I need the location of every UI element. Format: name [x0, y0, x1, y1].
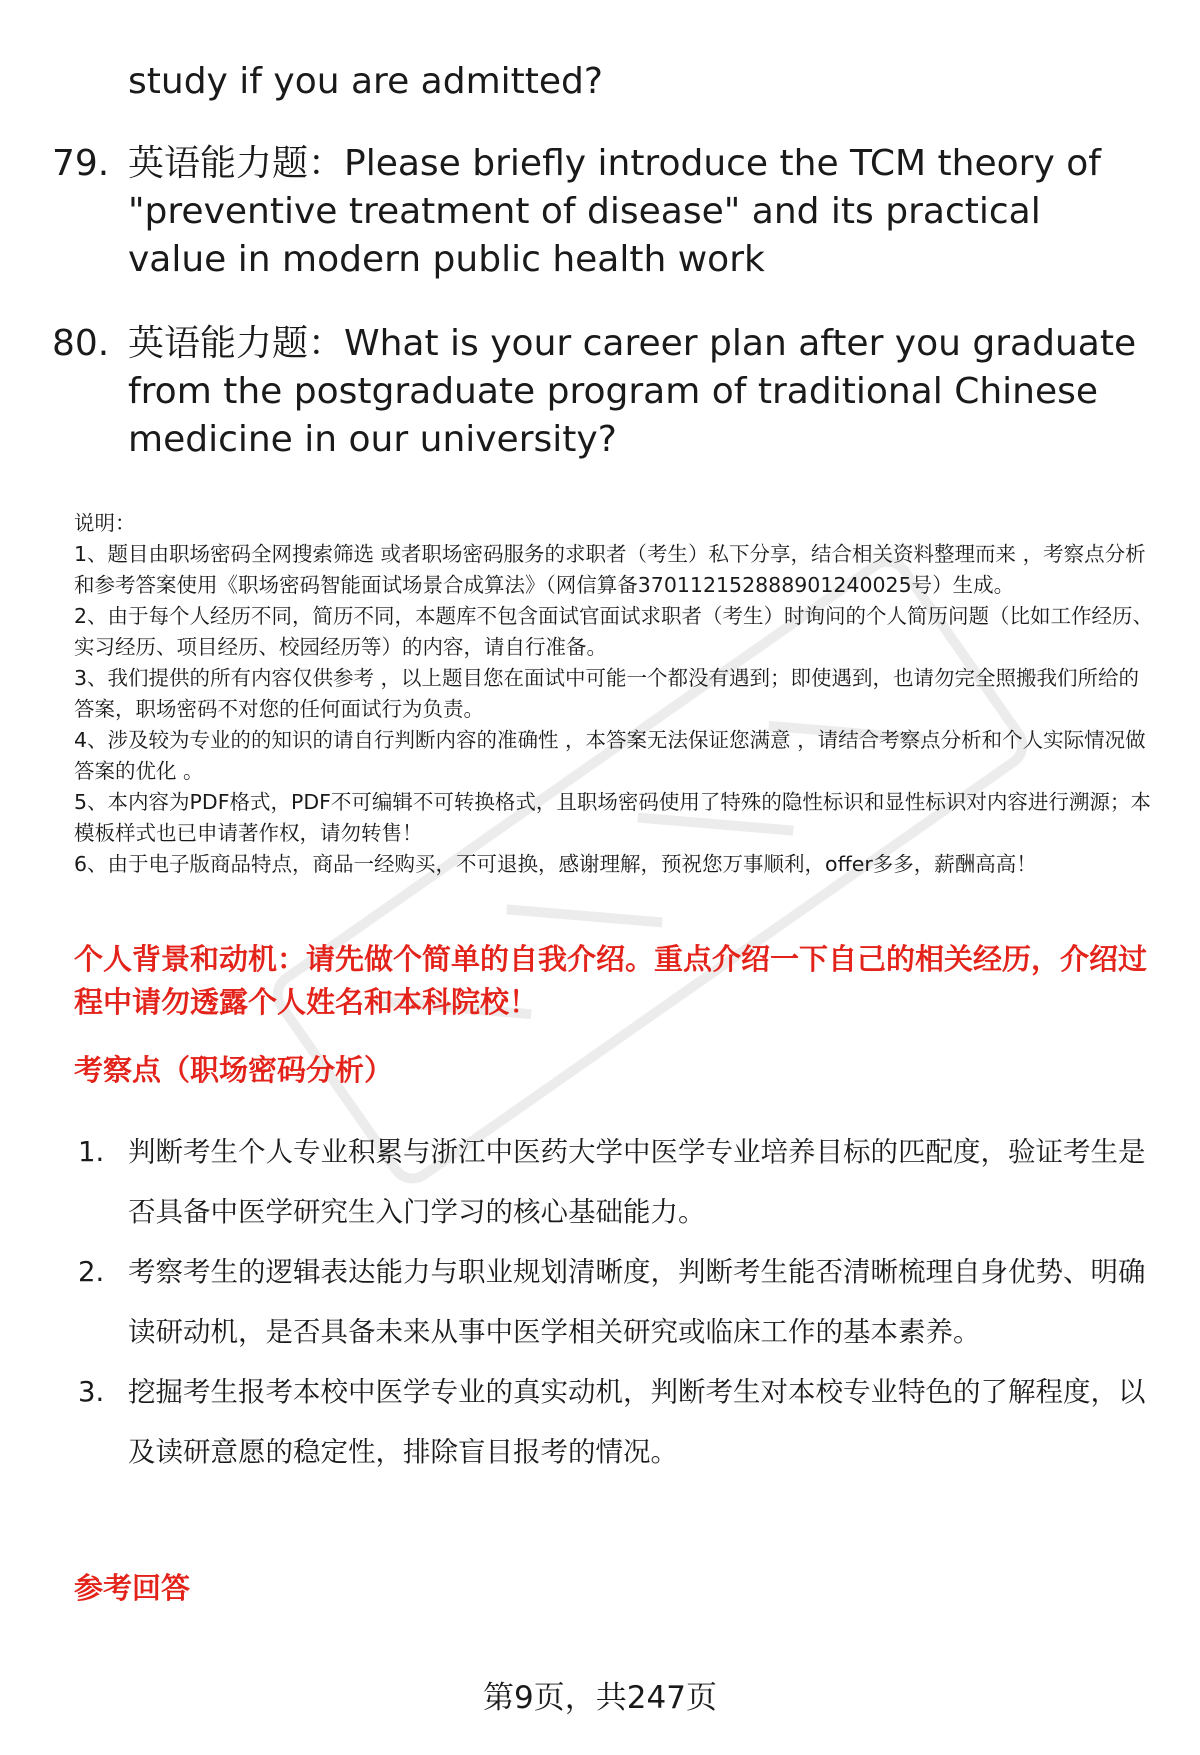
question-number: 80.	[52, 323, 110, 364]
question-continuation: study if you are admitted?	[128, 61, 603, 102]
reference-answer-heading: 参考回答	[74, 1571, 191, 1605]
focus-point-number: 1.	[78, 1136, 105, 1168]
focus-point-item	[78, 1122, 1158, 1242]
question-item	[52, 320, 1152, 464]
note-item: 1、题目由职场密码全网搜索筛选 或者职场密码服务的求职者（考生）私下分享，结合相关资料整理而来 ，考察点分析和参考答案使用《职场密码智能面试场景合成算法》（网信算备370112152888901240025号）生成。	[74, 542, 1146, 597]
note-item: 4、涉及较为专业的的知识的请自行判断内容的准确性 ，本答案无法保证您满意 ，请结合考察点分析和个人实际情况做答案的优化 。	[74, 728, 1146, 783]
focus-point-text: 挖掘考生报考本校中医学专业的真实动机，判断考生对本校专业特色的了解程度，以及读研意愿的稳定性，排除盲目报考的情况。	[128, 1376, 1146, 1468]
focus-point-number: 3.	[78, 1376, 105, 1408]
intro-question-heading: 个人背景和动机：请先做个简单的自我介绍。重点介绍一下自己的相关经历，介绍过程中请勿透露个人姓名和本科院校！	[74, 942, 1148, 1019]
page-number-footer: 第9页，共247页	[483, 1680, 717, 1716]
focus-points-heading: 考察点（职场密码分析）	[74, 1053, 394, 1087]
question-list	[52, 140, 1152, 500]
question-number: 79.	[52, 143, 110, 184]
focus-point-text: 考察考生的逻辑表达能力与职业规划清晰度，判断考生能否清晰梳理自身优势、明确读研动机，是否具备未来从事中医学相关研究或临床工作的基本素养。	[128, 1256, 1146, 1348]
focus-point-item	[78, 1362, 1158, 1482]
focus-point-text: 判断考生个人专业积累与浙江中医药大学中医学专业培养目标的匹配度，验证考生是否具备中医学研究生入门学习的核心基础能力。	[128, 1136, 1146, 1228]
focus-point-number: 2.	[78, 1256, 105, 1288]
focus-points-list	[78, 1122, 1158, 1482]
question-item	[52, 140, 1152, 284]
note-item: 6、由于电子版商品特点，商品一经购买，不可退换，感谢理解，预祝您万事顺利，offer多多，薪酬高高！	[74, 852, 1037, 876]
note-item: 5、本内容为PDF格式，PDF不可编辑不可转换格式，且职场密码使用了特殊的隐性标识和显性标识对内容进行溯源；本模板样式也已申请著作权，请勿转售！	[74, 790, 1151, 845]
note-item: 2、由于每个人经历不同，简历不同，本题库不包含面试官面试求职者（考生）时询问的个人简历问题（比如工作经历、实习经历、项目经历、校园经历等）的内容，请自行准备。	[74, 604, 1154, 659]
notes-title: 说明：	[74, 511, 136, 535]
focus-point-item	[78, 1242, 1158, 1362]
notes-section	[74, 508, 1154, 880]
question-text: 英语能力题：What is your career plan after you graduate from the postgraduate program of traditional Chinese medicine in our university?	[128, 323, 1137, 460]
note-item: 3、我们提供的所有内容仅供参考 ，以上题目您在面试中可能一个都没有遇到；即使遇到，也请勿完全照搬我们所给的答案，职场密码不对您的任何面试行为负责。	[74, 666, 1140, 721]
question-text: 英语能力题：Please briefly introduce the TCM theory of "preventive treatment of disease" and its practical value in modern public health work	[128, 143, 1101, 280]
